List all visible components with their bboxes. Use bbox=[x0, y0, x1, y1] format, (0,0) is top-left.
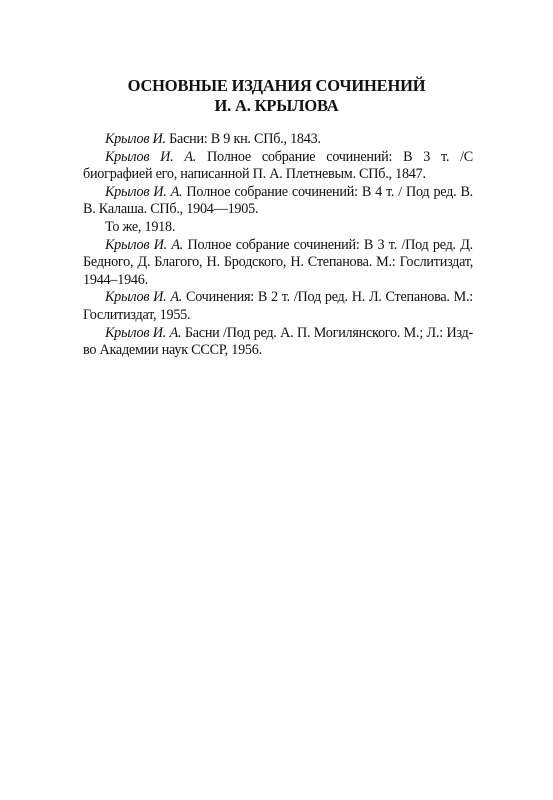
entry-text: Полное собрание сочинений: В 3 т. /С биографией его, написанной П. А. Плетневым. СПб., 1847. bbox=[83, 148, 473, 183]
bibliography-entry bbox=[83, 184, 473, 219]
entry-author: Крылов И. А. bbox=[105, 183, 183, 200]
entry-text: То же, 1918. bbox=[105, 218, 176, 235]
entry-text: Басни: В 9 кн. СПб., 1843. bbox=[165, 131, 321, 147]
bibliography-entry bbox=[83, 131, 473, 149]
bibliography-entry bbox=[83, 219, 473, 237]
bibliography-entry bbox=[83, 237, 473, 290]
page-title-line-1: ОСНОВНЫЕ ИЗДАНИЯ СОЧИНЕНИЙ bbox=[127, 76, 426, 95]
entry-author: Крылов И. bbox=[105, 131, 166, 147]
entry-author: Крылов И. А. bbox=[105, 236, 184, 253]
bibliography-entry bbox=[83, 289, 473, 324]
bibliography-list bbox=[83, 131, 473, 360]
entry-text: Басни /Под ред. А. П. Могилянского. М.; Л.: Изд-во Академии наук СССР, 1956. bbox=[83, 324, 473, 359]
bibliography-entry bbox=[83, 325, 473, 360]
entry-author: Крылов И. А. bbox=[105, 148, 197, 165]
page-title bbox=[0, 76, 553, 116]
entry-author: Крылов И. А. bbox=[105, 324, 182, 341]
bibliography-entry bbox=[83, 149, 473, 184]
entry-text: Полное собрание сочинений: В 4 т. / Под ред. В. В. Калаша. СПб., 1904—1905. bbox=[83, 183, 473, 218]
entry-text: Сочинения: В 2 т. /Под ред. Н. Л. Степанова. М.: Гослитиздат, 1955. bbox=[83, 289, 473, 323]
entry-text: Полное собрание сочинений: В 3 т. /Под ред. Д. Бедного, Д. Благого, Н. Бродского, Н. Степанова. М.: Гослитиздат, 1944–1946. bbox=[83, 236, 473, 288]
page-title-line-2: И. А. КРЫЛОВА bbox=[214, 96, 339, 115]
entry-author: Крылов И. А. bbox=[105, 289, 183, 306]
